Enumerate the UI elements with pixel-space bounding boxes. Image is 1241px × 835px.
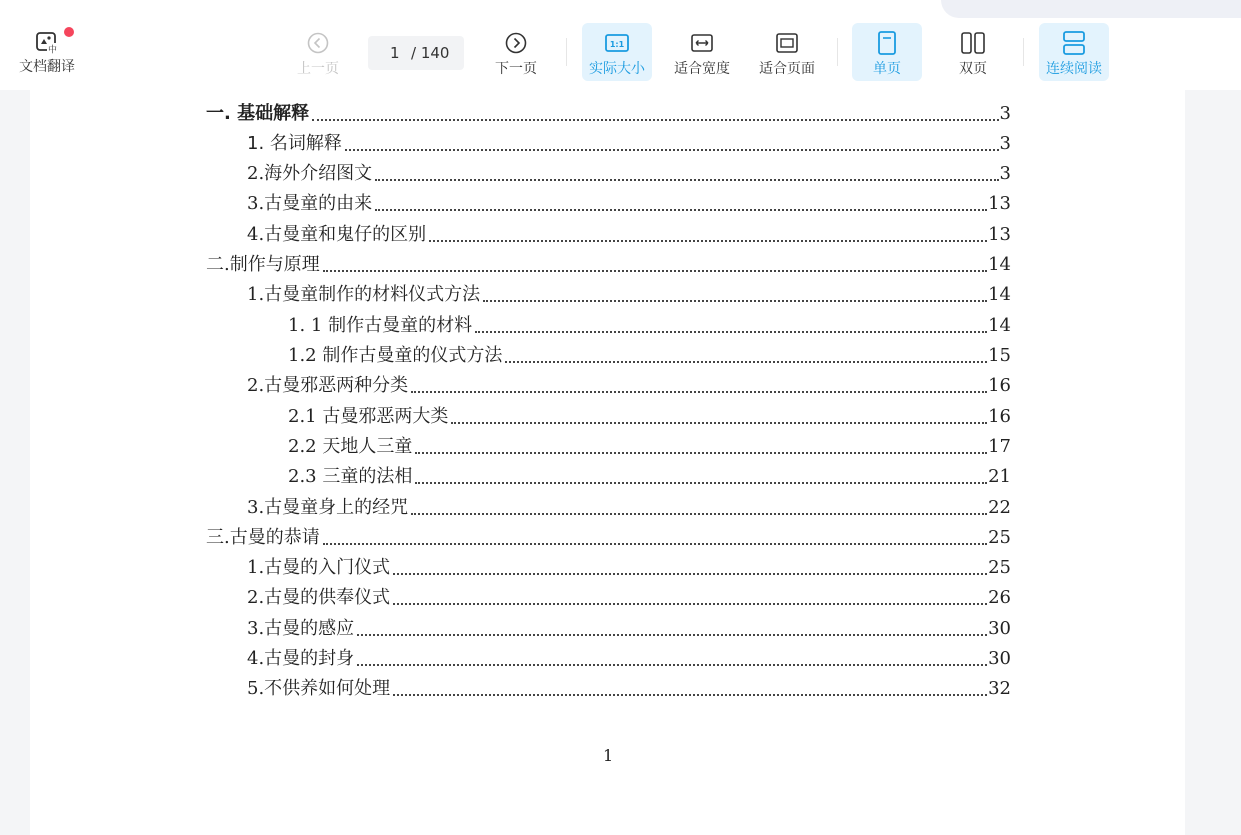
actual-size-label: 实际大小 bbox=[589, 61, 645, 77]
toc-entry[interactable] bbox=[247, 640, 1011, 670]
toolbar-corner-decoration bbox=[941, 0, 1241, 18]
next-page-label: 下一页 bbox=[495, 61, 537, 77]
toc-entry-page: 16 bbox=[988, 375, 1011, 396]
toc-entry-title: 1.古曼童制作的材料仪式方法 bbox=[247, 284, 481, 305]
continuous-read-icon bbox=[1062, 31, 1086, 55]
fit-width-button[interactable] bbox=[667, 23, 737, 81]
document-page bbox=[30, 90, 1185, 835]
toc-entry-title: 二.制作与原理 bbox=[206, 254, 320, 275]
toc-entry-page: 3 bbox=[999, 163, 1011, 184]
toc-entry[interactable] bbox=[247, 125, 1011, 155]
toc-leader-dots bbox=[411, 391, 987, 393]
page-footer-number: 1 bbox=[603, 746, 614, 765]
toc-entry-page: 13 bbox=[988, 193, 1011, 214]
fit-page-label: 适合页面 bbox=[759, 61, 815, 77]
toc-entry-page: 32 bbox=[988, 678, 1011, 699]
toc-entry-page: 30 bbox=[988, 648, 1011, 669]
toc-entry[interactable] bbox=[247, 185, 1011, 215]
single-page-button[interactable] bbox=[852, 23, 922, 81]
toc-entry-page: 21 bbox=[988, 466, 1011, 487]
toc-entry-page: 22 bbox=[988, 497, 1011, 518]
toc-entry-title: 2.古曼的供奉仪式 bbox=[247, 587, 391, 608]
toc-leader-dots bbox=[375, 209, 987, 211]
toc-entry-title: 三.古曼的恭请 bbox=[206, 527, 320, 548]
toc-entry[interactable] bbox=[206, 246, 1011, 276]
toolbar bbox=[0, 0, 1241, 90]
toc-entry-page: 26 bbox=[988, 587, 1011, 608]
chevron-left-circle-icon bbox=[306, 31, 330, 55]
toc-leader-dots bbox=[505, 361, 987, 363]
toc-entry-page: 15 bbox=[988, 345, 1011, 366]
toc-leader-dots bbox=[357, 664, 987, 666]
fit-page-button[interactable] bbox=[752, 23, 822, 81]
toc-entry-title: 3.古曼的感应 bbox=[247, 618, 355, 639]
toc-entry[interactable] bbox=[288, 428, 1011, 458]
toc-leader-dots bbox=[393, 573, 987, 575]
toc-entry[interactable] bbox=[206, 95, 1011, 125]
toc-leader-dots bbox=[393, 694, 987, 696]
fit-page-icon bbox=[775, 31, 799, 55]
toolbar-divider bbox=[837, 38, 838, 66]
toc-entry[interactable] bbox=[247, 670, 1011, 700]
toc-entry-title: 2.海外介绍图文 bbox=[247, 163, 373, 184]
toc-entry[interactable] bbox=[288, 398, 1011, 428]
toc-entry-page: 14 bbox=[988, 284, 1011, 305]
toc-entry[interactable] bbox=[247, 610, 1011, 640]
actual-size-button[interactable] bbox=[582, 23, 652, 81]
notification-dot bbox=[64, 27, 74, 37]
toc-entry-title: 1.古曼的入门仪式 bbox=[247, 557, 391, 578]
page-indicator[interactable] bbox=[368, 36, 464, 70]
toc-leader-dots bbox=[393, 603, 987, 605]
single-page-label: 单页 bbox=[873, 61, 901, 77]
toolbar-divider bbox=[1023, 38, 1024, 66]
toc-entry[interactable] bbox=[247, 367, 1011, 397]
toc-entry-title: 3.古曼童的由来 bbox=[247, 193, 373, 214]
toc-entry-page: 3 bbox=[999, 133, 1011, 154]
toc-entry[interactable] bbox=[247, 276, 1011, 306]
toc-leader-dots bbox=[429, 240, 987, 242]
toc-leader-dots bbox=[475, 331, 987, 333]
toc-entry-title: 一. 基础解释 bbox=[206, 103, 310, 124]
toc-entry[interactable] bbox=[288, 458, 1011, 488]
toc-leader-dots bbox=[312, 119, 998, 121]
toc-entry[interactable] bbox=[206, 519, 1011, 549]
double-page-button[interactable] bbox=[938, 23, 1008, 81]
total-pages: / 140 bbox=[411, 44, 450, 62]
toc-entry[interactable] bbox=[247, 155, 1011, 185]
svg-text:中: 中 bbox=[47, 45, 58, 56]
toc-entry[interactable] bbox=[247, 579, 1011, 609]
toc-leader-dots bbox=[345, 149, 999, 151]
toc-entry-title: 2.3 三童的法相 bbox=[288, 466, 413, 487]
toc-leader-dots bbox=[375, 179, 998, 181]
doc-translate-label: 文档翻译 bbox=[19, 59, 75, 75]
toc-leader-dots bbox=[323, 543, 987, 545]
toc-entry-title: 2.1 古曼邪恶两大类 bbox=[288, 406, 449, 427]
double-page-label: 双页 bbox=[959, 61, 987, 77]
prev-page-button[interactable] bbox=[288, 23, 348, 81]
doc-translate-button[interactable] bbox=[14, 30, 80, 80]
toc-entry[interactable] bbox=[288, 337, 1011, 367]
prev-page-label: 上一页 bbox=[297, 61, 339, 77]
continuous-read-button[interactable] bbox=[1039, 23, 1109, 81]
toc-leader-dots bbox=[357, 634, 987, 636]
toc-entry-page: 16 bbox=[988, 406, 1011, 427]
single-page-icon bbox=[875, 31, 899, 55]
toc-leader-dots bbox=[415, 482, 987, 484]
toc-entry-page: 13 bbox=[988, 224, 1011, 245]
toc-entry-title: 4.古曼的封身 bbox=[247, 648, 355, 669]
toc-entry-page: 3 bbox=[999, 103, 1011, 124]
current-page-input[interactable]: 1 bbox=[390, 44, 400, 62]
toolbar-divider bbox=[566, 38, 567, 66]
toc-leader-dots bbox=[323, 270, 987, 272]
translate-icon bbox=[34, 30, 60, 56]
toc-entry-title: 5.不供养如何处理 bbox=[247, 678, 391, 699]
toc-entry-page: 14 bbox=[988, 254, 1011, 275]
svg-text:1:1: 1:1 bbox=[609, 40, 625, 49]
toc-entry[interactable] bbox=[247, 549, 1011, 579]
continuous-read-label: 连续阅读 bbox=[1046, 61, 1102, 77]
toc-leader-dots bbox=[411, 513, 987, 515]
toc-leader-dots bbox=[451, 422, 987, 424]
toc-entry-title: 1. 1 制作古曼童的材料 bbox=[288, 315, 473, 336]
toc-entry-page: 30 bbox=[988, 618, 1011, 639]
toc-entry-title: 3.古曼童身上的经咒 bbox=[247, 497, 409, 518]
toc-leader-dots bbox=[483, 300, 987, 302]
toc-entry-title: 2.古曼邪恶两种分类 bbox=[247, 375, 409, 396]
toc-entry[interactable] bbox=[247, 216, 1011, 246]
toc-entry-page: 25 bbox=[988, 557, 1011, 578]
toc-entry-page: 14 bbox=[988, 315, 1011, 336]
next-page-button[interactable] bbox=[486, 23, 546, 81]
actual-size-icon bbox=[605, 31, 629, 55]
toc-entry-page: 25 bbox=[988, 527, 1011, 548]
toc-entry-page: 17 bbox=[988, 436, 1011, 457]
toc-entry[interactable] bbox=[288, 307, 1011, 337]
chevron-right-circle-icon bbox=[504, 31, 528, 55]
fit-width-icon bbox=[690, 31, 714, 55]
toc-entry-title: 1. 名词解释 bbox=[247, 133, 342, 154]
toc-entry-title: 1.2 制作古曼童的仪式方法 bbox=[288, 345, 503, 366]
toc-entry-title: 2.2 天地人三童 bbox=[288, 436, 413, 457]
double-page-icon bbox=[961, 31, 985, 55]
toc-leader-dots bbox=[415, 452, 987, 454]
fit-width-label: 适合宽度 bbox=[674, 61, 730, 77]
toc-entry-title: 4.古曼童和鬼仔的区别 bbox=[247, 224, 427, 245]
toc-entry[interactable] bbox=[247, 489, 1011, 519]
